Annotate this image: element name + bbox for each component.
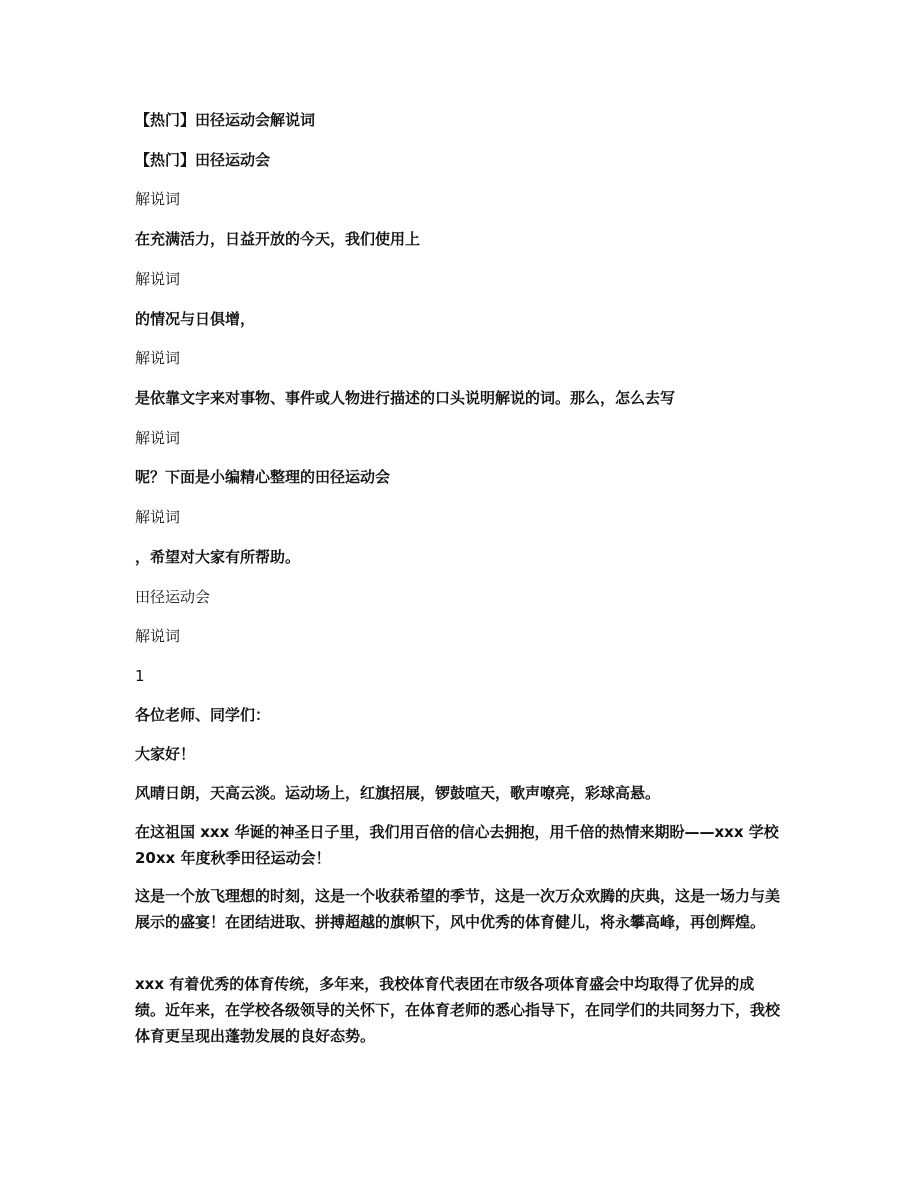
paragraph: 这是一个放飞理想的时刻，这是一个收获希望的季节，这是一次万众欢腾的庆典，这是一场力与美展示的盛宴！在团结进取、拼搏超越的旗帜下，风中优秀的体育健儿，将永攀高峰，再创辉煌。 [135,887,781,931]
text-line: 1 [135,667,145,685]
text-line: 解说词 [135,349,181,367]
text-line: 的情况与日俱增， [135,310,256,328]
text-line: 解说词 [135,627,181,645]
text-line: 各位老师、同学们： [135,706,271,724]
text-line: 【热门】田径运动会 [135,151,271,169]
text-line: 风晴日朗，天高云淡。运动场上，红旗招展，锣鼓喧天，歌声嘹亮，彩球高悬。 [135,784,661,802]
text-line: ，希望对大家有所帮助。 [135,548,301,566]
text-line: 解说词 [135,508,181,526]
text-line: 解说词 [135,270,181,288]
text-line: 解说词 [135,429,181,447]
text-line: 大家好！ [135,745,196,763]
document-title: 【热门】田径运动会解说词 [135,111,316,129]
text-line: 田径运动会 [135,588,211,606]
text-line: 解说词 [135,190,181,208]
paragraph: xxx 有着优秀的体育传统，多年来，我校体育代表团在市级各项体育盛会中均取得了优异的成绩。近年来，在学校各级领导的关怀下，在体育老师的悉心指导下，在同学们的共同努力下，我校体育更呈现出蓬勃发展的良好态势。 [135,975,781,1045]
text-line: 呢？下面是小编精心整理的田径运动会 [135,468,391,486]
text-line: 是依靠文字来对事物、事件或人物进行描述的口头说明解说的词。那么，怎么去写 [135,389,676,407]
paragraph: 在这祖国 xxx 华诞的神圣日子里，我们用百倍的信心去拥抱，用千倍的热情来期盼——xxx 学校 20xx 年度秋季田径运动会！ [135,823,779,867]
text-line: 在充满活力，日益开放的今天，我们使用上 [135,230,421,248]
